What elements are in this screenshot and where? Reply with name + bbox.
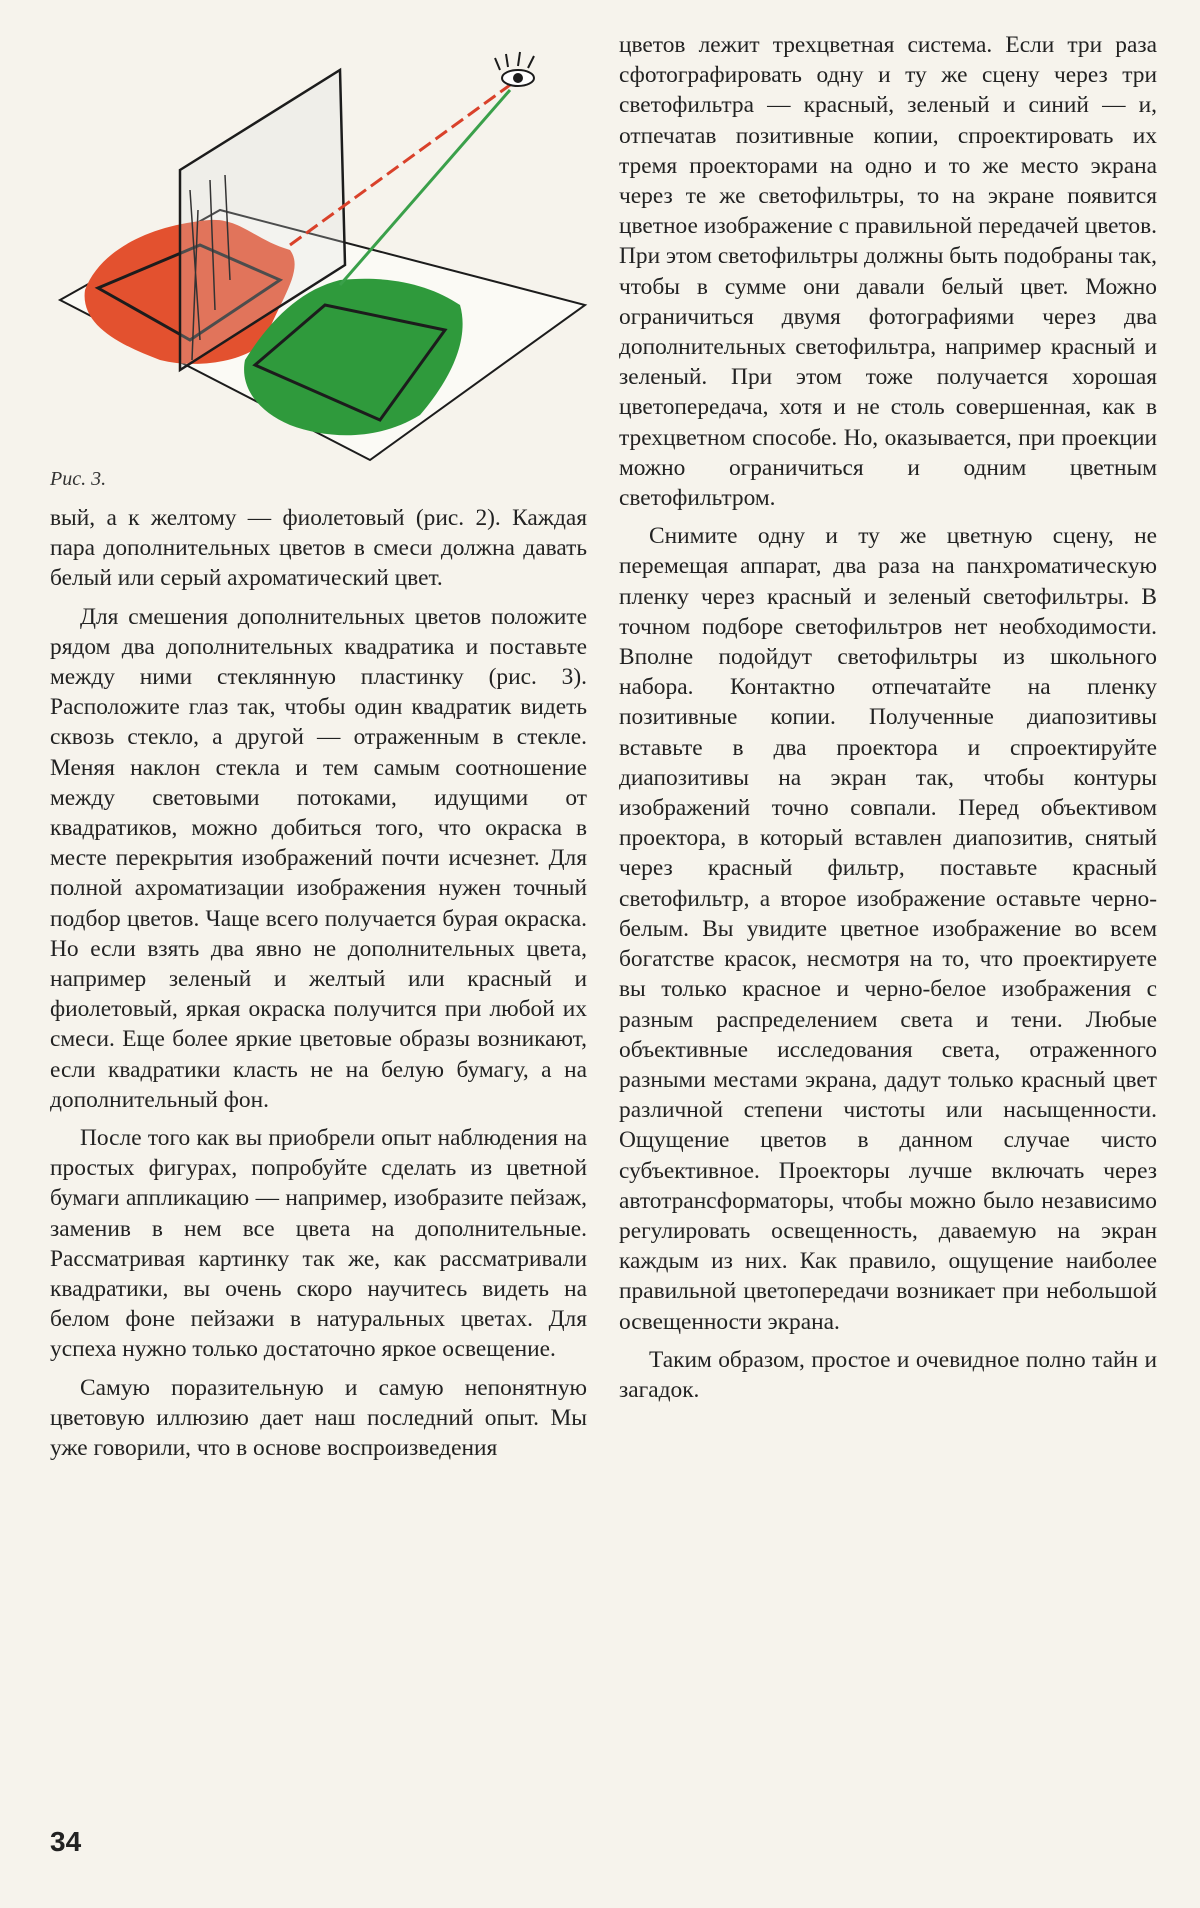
page-number: 34: [50, 1826, 82, 1857]
green-ray: [340, 90, 510, 285]
paragraph: После того как вы приобрели опыт наблюдения на простых фигурах, попробуйте сделать из цветной бумаги аппликацию — например, изобразите пейзаж, заменив в нем все цвета на дополнительные. Рассматривая картинку так же, как рассматривали квадратики, вы очень скоро научитесь видеть на белом фоне пейзажи в натуральных цветах. Для успеха нужно только достаточно яркое освещение.: [50, 1125, 587, 1363]
right-text-column: [619, 30, 1157, 1405]
left-text-column: [50, 503, 587, 1463]
figure-illustration: [40, 40, 610, 470]
paragraph: цветов лежит трехцветная система. Если три раза сфотографировать одну и ту же сцену через три светофильтра — красный, зеленый и синий — и, отпечатав позитивные копии, спроектировать их тремя проекторами на одно и то же место экрана через те же светофильтры, то на экране появится цветное изображение с правильной передачей цветов. При этом светофильтры должны быть подобраны так, чтобы в сумме они давали белый цвет. Можно ограничиться двумя фотографиями через два дополнительных светофильтра, например красный и зеленый. При этом тоже получается хорошая цветопередача, хотя и не столь совершенная, как в трехцветном способе. Но, оказывается, при проекции можно ограничиться и одним цветным светофильтром.: [619, 32, 1157, 512]
paragraph: Снимите одну и ту же цветную сцену, не перемещая аппарат, два раза на панхроматическую пленку через красный и зеленый светофильтры. В точном подборе светофильтров нет необходимости. Вполне подойдут светофильтры из школьного набора. Контактно отпечатайте на пленку позитивные копии. Полученные диапозитивы вставьте в два проектора и спроектируйте диапозитивы на экран так, чтобы контуры изображений точно совпали. Перед объективом проектора, в который вставлен диапозитив, снятый через красный фильтр, поставьте красный светофильтр, а второе изображение оставьте черно-белым. Вы увидите цветное изображение во всем богатстве красок, несмотря на то, что проектируете вы только красное и черно-белое изображения с разным распределением света и тени. Любые объективные исследования света, отраженного разными местами экрана, дадут только красный цвет различной степени чистоты или насыщенности. Ощущение цветов в данном случае чисто субъективное. Проекторы лучше включать через автотрансформаторы, чтобы можно было независимо регулировать освещенность, даваемую на экран каждым из них. Как правило, ощущение наиболее правильной цветопередачи возникает при небольшой освещенности экрана.: [619, 523, 1157, 1335]
paragraph: вый, а к желтому — фиолетовый (рис. 2). Каждая пара дополнительных цветов в смеси должна давать белый или серый ахроматический цвет.: [50, 505, 587, 592]
figure-caption: Рис. 3.: [50, 468, 107, 490]
paragraph: Для смешения дополнительных цветов положите рядом два дополнительных квадратика и поставьте между ними стеклянную пластинку (рис. 3). Расположите глаз так, чтобы один квадратик видеть сквозь стекло, а другой — отраженным в стекле. Меняя наклон стекла и тем самым соотношение между световыми потоками, идущими от квадратиков, можно добиться того, что окраска в месте перекрытия изображений почти исчезнет. Для полной ахроматизации изображения нужен точный подбор цветов. Чаще всего получается бурая окраска. Но если взять два явно не дополнительных цвета, например зеленый и желтый или красный и фиолетовый, яркая окраска получится при любой их смеси. Еще более яркие цветовые образы возникают, если квадратики класть не на белую бумагу, а на дополнительный фон.: [50, 603, 587, 1113]
eye-icon: [495, 52, 534, 86]
paragraph: Таким образом, простое и очевидное полно тайн и загадок.: [619, 1346, 1157, 1403]
paragraph: Самую поразительную и самую непонятную цветовую иллюзию дает наш последний опыт. Мы уже говорили, что в основе воспроизведения: [50, 1374, 587, 1462]
figure-glass-plate-experiment: [40, 40, 610, 470]
